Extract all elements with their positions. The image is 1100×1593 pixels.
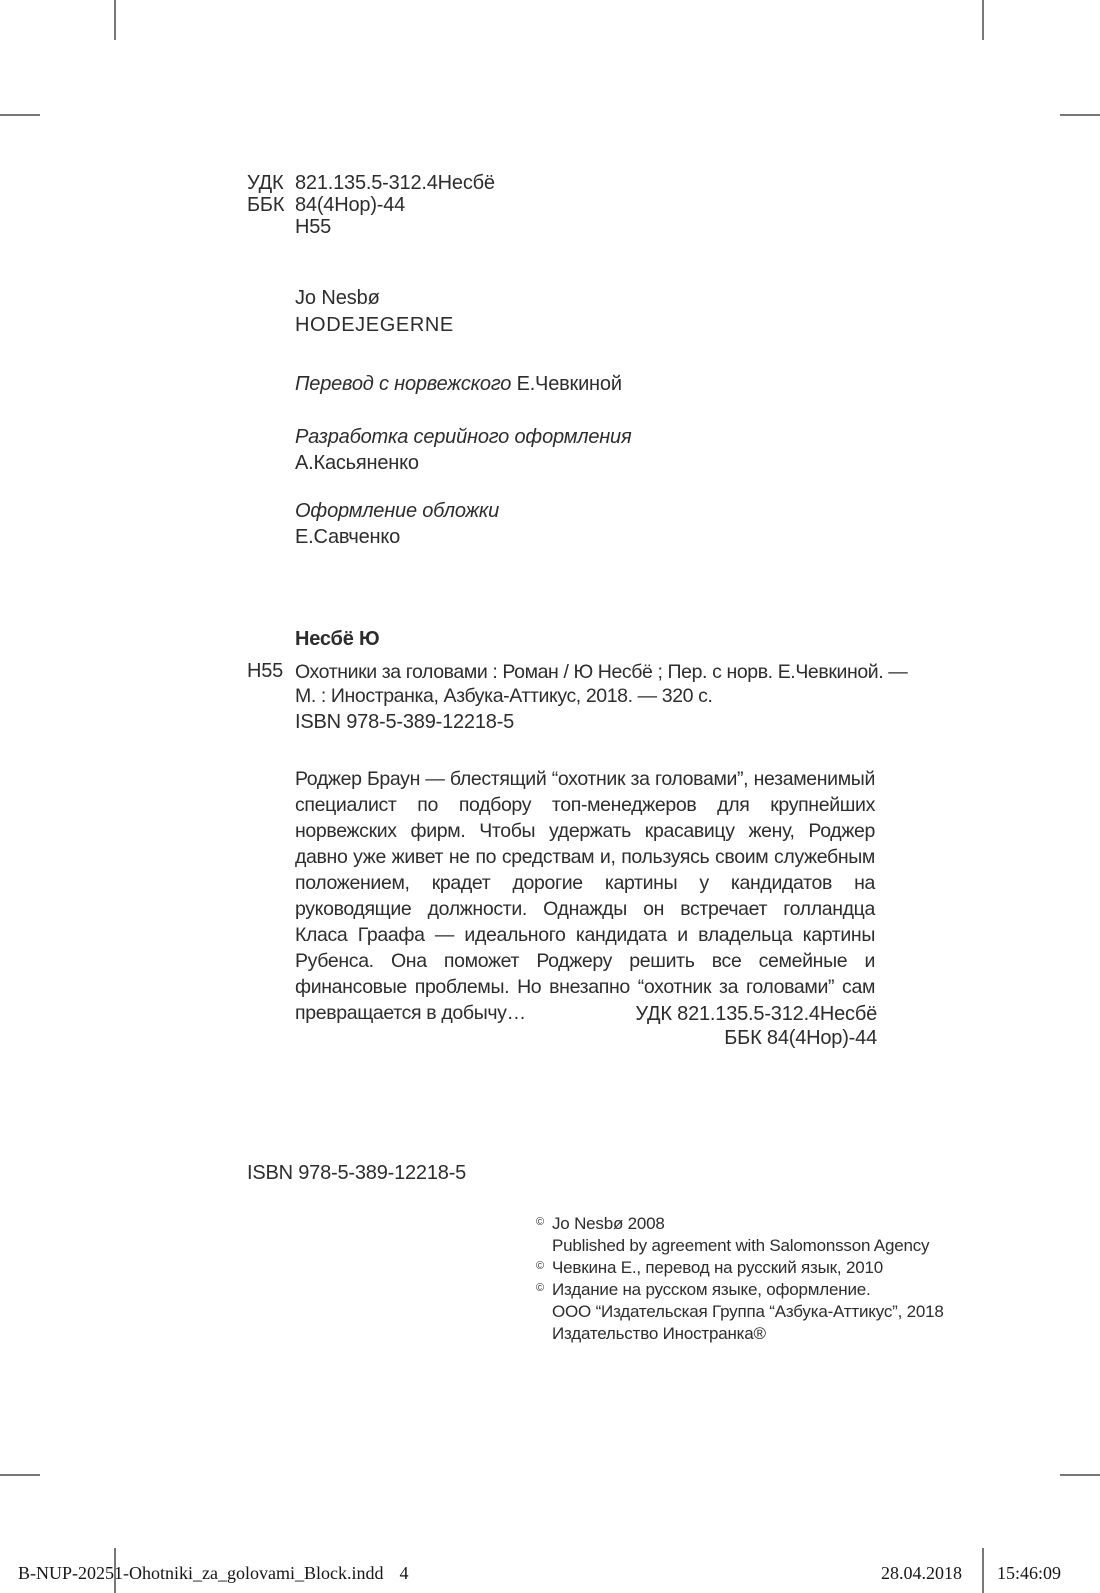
catalog-author-sign: Н55: [247, 660, 284, 682]
slug-time: 15:46:09: [997, 1563, 1062, 1583]
cover-design-credit: [295, 498, 499, 550]
copyright-line: [536, 1235, 944, 1257]
bbk-row: [247, 194, 495, 216]
udk-bottom: УДК 821.135.5-312.4Несбё: [635, 1003, 877, 1025]
copyright-symbol: [536, 1233, 552, 1255]
original-title: HODEJEGERNE: [295, 314, 454, 336]
series-designer-name: А.Касьяненко: [295, 452, 419, 474]
bbk-bottom: ББК 84(4Нор)-44: [724, 1027, 877, 1049]
copyright-line: [536, 1301, 944, 1323]
cover-designer-name: Е.Савченко: [295, 526, 401, 548]
author-sign-row: [247, 216, 495, 238]
udk-row: [247, 172, 495, 194]
copyright-text: Издательство Иностранка®: [552, 1324, 766, 1343]
bbk-label: ББК: [247, 194, 285, 216]
translation-role: Перевод с норвежского: [295, 373, 512, 395]
series-design-credit: [295, 424, 631, 476]
udk-value: 821.135.5-312.4Несбё: [295, 172, 495, 194]
crop-mark-top-right-horizontal: [1060, 114, 1100, 116]
copyright-text: Издание на русском языке, оформление.: [552, 1280, 871, 1299]
catalog-entry-line1: Охотники за головами : Роман / Ю Несбё ; Пер. с норв. Е.Чевкиной. —: [295, 661, 908, 683]
author-sign: Н55: [295, 216, 332, 238]
copyright-text: Jo Nesbø 2008: [552, 1214, 665, 1233]
crop-mark-bottom-left-horizontal: [0, 1474, 40, 1476]
copyright-line: [536, 1257, 944, 1279]
copyright-line: [536, 1323, 944, 1345]
copyright-line: [536, 1279, 944, 1301]
crop-mark-top-left-horizontal: [0, 114, 40, 116]
series-design-role: Разработка серийного оформления: [295, 426, 632, 448]
crop-mark-bottom-right-vertical: [982, 1548, 984, 1593]
bbk-value: 84(4Нор)-44: [295, 194, 406, 216]
copyright-symbol: ©: [536, 1260, 544, 1272]
crop-mark-top-right-vertical: [982, 0, 984, 40]
original-author: Jo Nesbø: [295, 287, 380, 309]
classification-block-top: [247, 172, 495, 238]
copyright-symbol: ©: [536, 1216, 544, 1228]
catalog-author-header: Несбё Ю: [295, 628, 380, 650]
copyright-text: Чевкина Е., перевод на русский язык, 2010: [552, 1258, 883, 1277]
copyright-block: [536, 1213, 944, 1345]
slug-date: 28.04.2018: [881, 1563, 962, 1583]
crop-mark-top-left-vertical: [114, 0, 116, 40]
catalog-isbn: ISBN 978-5-389-12218-5: [295, 711, 515, 733]
udk-label: УДК: [247, 172, 284, 194]
slug-file-name: B-NUP-20251-Ohotniki_za_golovami_Block.indd: [18, 1563, 384, 1583]
copyright-symbol: ©: [536, 1282, 544, 1294]
catalog-entry-line2: М. : Иностранка, Азбука-Аттикус, 2018. — 320 с.: [295, 685, 713, 707]
copyright-symbol: [536, 1299, 552, 1321]
translator-name: Е.Чевкиной: [516, 373, 622, 395]
original-title-block: [295, 285, 454, 339]
copyright-text: ООО “Издательская Группа “Азбука-Аттикус”, 2018: [552, 1302, 944, 1321]
copyright-symbol: [536, 1321, 552, 1343]
translation-credit: [295, 371, 622, 397]
slug-file-line: [18, 1563, 408, 1584]
classification-block-bottom: [635, 1002, 877, 1050]
copyright-line: [536, 1213, 944, 1235]
annotation-text: Роджер Браун — блестящий “охотник за головами”, незаменимый специалист по подбору топ-менеджеров для крупнейших норвежских фирм. Чтобы удержать красавицу жену, Роджер давно уже живет не по средствам и, пользуясь своим служебным положением, крадет дорогие картины у кандидатов на руководящие должности. Однажды он встречает голландца Класа Граафа — идеального кандидата и владельца картины Рубенса. Она поможет Роджеру решить все семейные и финансовые проблемы. Но внезапно “охотник за головами” сам превращается в добычу…: [295, 768, 875, 1024]
isbn-standalone: ISBN 978-5-389-12218-5: [247, 1162, 467, 1184]
catalog-entry: [295, 660, 907, 708]
crop-mark-bottom-right-horizontal: [1060, 1474, 1100, 1476]
slug-page-number: 4: [399, 1563, 409, 1583]
cover-design-role: Оформление обложки: [295, 500, 500, 522]
copyright-text: Published by agreement with Salomonsson Agency: [552, 1236, 930, 1255]
